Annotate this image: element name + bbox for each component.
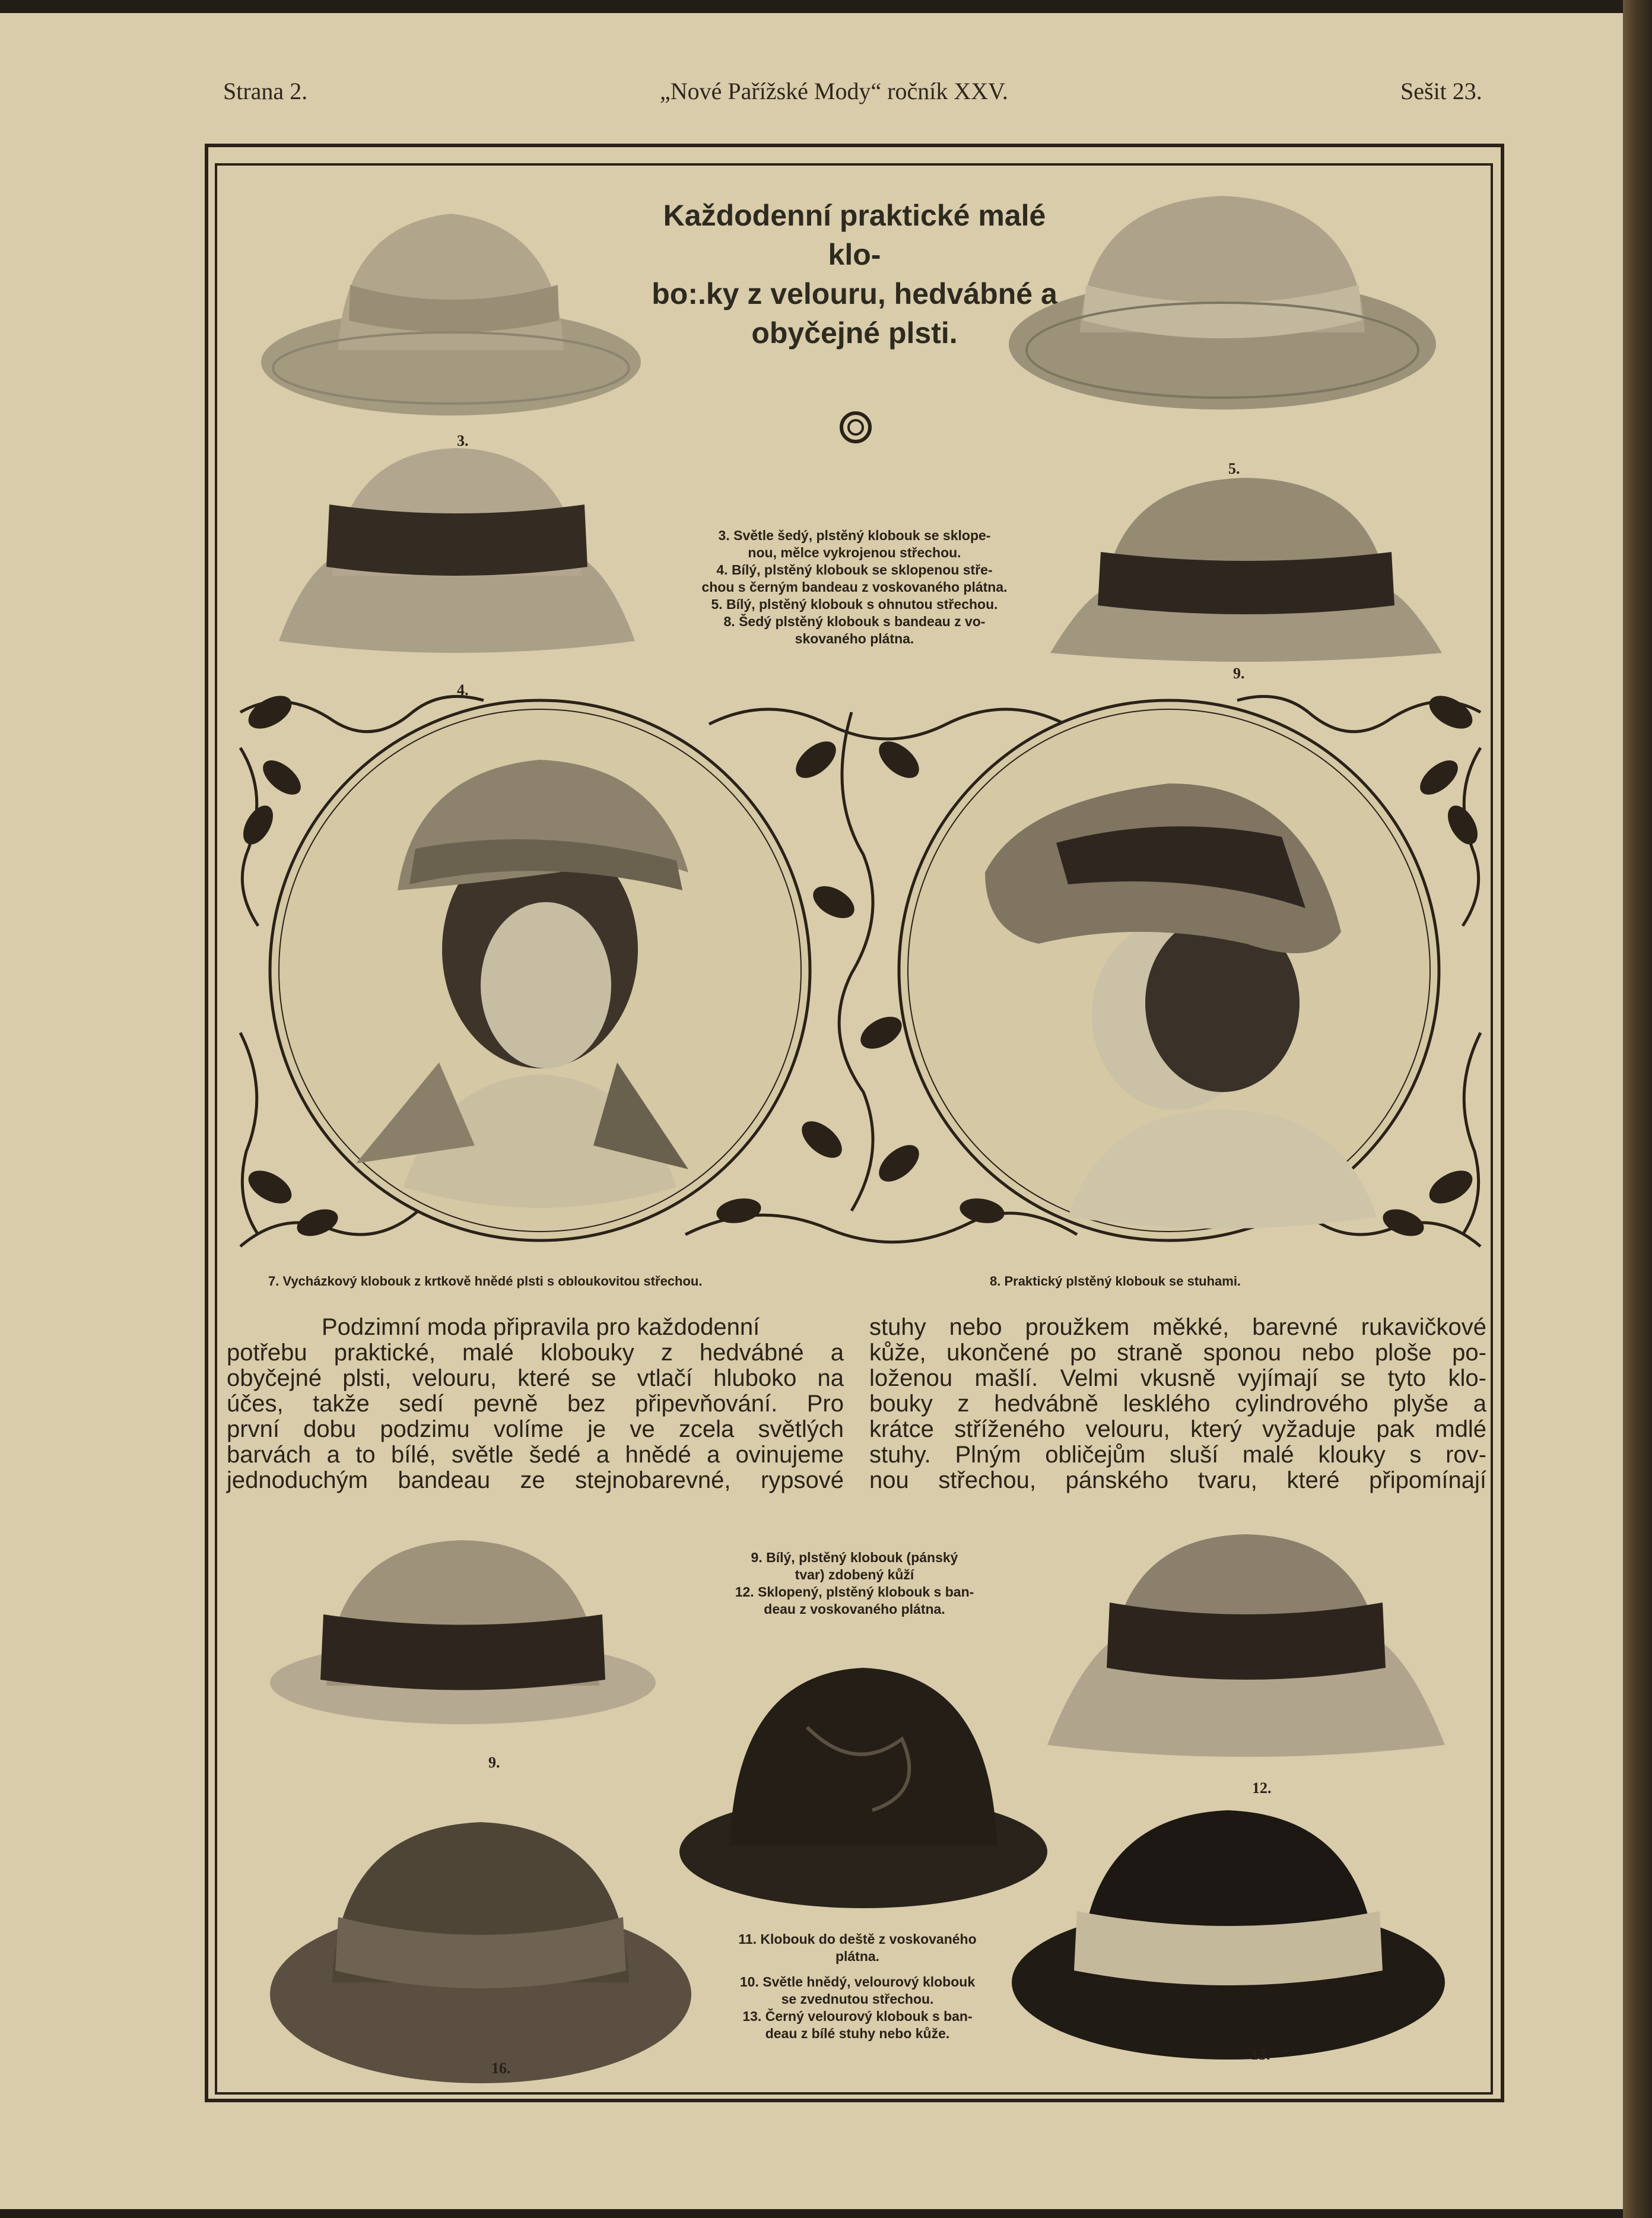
caption-line: tvar) zdobený kůží — [795, 1567, 914, 1582]
figure-number: 13. — [1251, 2046, 1270, 2063]
portrait-caption-left: 7. Vycházkový klobouk z krtkově hnědé plsti s obloukovitou střechou. — [268, 1274, 703, 1289]
body-line: barvách a to bílé, světle šedé a hnědé a ovinujeme — [227, 1442, 844, 1468]
caption-line: 12. Sklopený, plstěný klobouk s ban- — [735, 1584, 974, 1600]
issue-number: Sešit 23. — [1400, 78, 1482, 104]
caption-line: nou, mělce vykrojenou střechou. — [748, 545, 961, 560]
figure-number: 12. — [1252, 1779, 1272, 1797]
body-line: bouky z hedvábně lesklého cylindrového plyše a — [869, 1391, 1486, 1417]
caption-line: 13. Černý velourový klobouk s ban- — [742, 2008, 973, 2024]
captions-mid — [688, 1549, 1021, 1618]
hat-photo-10 — [267, 1804, 694, 2089]
body-line: stuhy. Plným obličejům sluší malé klouky s rov- — [869, 1442, 1486, 1468]
body-line: účes, takže sedí pevně bez připevňování. Pro — [227, 1391, 844, 1417]
body-line: loženou mašlí. Velmi vkusně vyjímají se tyto klo- — [869, 1365, 1486, 1391]
hat-photo-13 — [1009, 1804, 1448, 2065]
page-number: Strana 2. — [223, 78, 308, 104]
body-line: nou střechou, pánského tvaru, které připomínají — [869, 1467, 1486, 1493]
caption-line: 3. Světle šedý, plstěný klobouk se sklope- — [718, 528, 991, 543]
caption-line: se zvednutou střechou. — [781, 1991, 934, 2007]
caption-line: deau z bílé stuhy nebo kůže. — [765, 2026, 950, 2041]
hat-photo-4 — [267, 439, 647, 659]
figure-number: 5. — [1228, 460, 1240, 477]
caption-line: 8. Šedý plstěný klobouk s bandeau z vo- — [723, 614, 986, 629]
hat-photo-5 — [1003, 184, 1442, 427]
portrait-caption-right: 8. Praktický plstěný klobouk se stuhami. — [990, 1274, 1241, 1289]
body-line: potřebu praktické, malé klobouky z hedvábné a — [227, 1340, 844, 1366]
captions-bottom — [703, 1931, 1012, 2042]
caption-line: 9. Bílý, plstěný klobouk (pánský — [751, 1550, 958, 1565]
caption-line: 4. Bílý, plstěný klobouk se sklopenou stře- — [716, 562, 993, 577]
hat-photo-3 — [255, 190, 641, 427]
hat-photo-9 — [267, 1531, 659, 1733]
captions-top — [671, 527, 1038, 648]
figure-number: 3. — [457, 432, 469, 449]
caption-line: chou s černým bandeau z voskovaného plátna. — [701, 579, 1008, 595]
body-text-left — [227, 1315, 844, 1493]
title-line: Každodenní praktické malé klo- — [663, 199, 1046, 271]
caption-line: 5. Bílý, plstěný klobouk s ohnutou střechou. — [711, 596, 998, 612]
body-line: kůže, ukončené po straně sponou nebo ploše po- — [869, 1340, 1486, 1366]
figure-number: 4. — [457, 681, 469, 699]
caption-line: 11. Klobouk do deště z voskovaného — [738, 1931, 977, 1947]
body-text-right — [869, 1315, 1486, 1493]
portrait-7 — [261, 694, 819, 1246]
hat-photo-12 — [1044, 1525, 1448, 1775]
title-line: obyčejné plsti. — [751, 316, 958, 350]
book-spine — [1623, 0, 1652, 2218]
hat-photo-11 — [676, 1656, 1050, 1911]
figure-number: 9. — [488, 1754, 500, 1771]
title-line: bo:.ky z velouru, hedvábné a — [652, 277, 1057, 310]
caption-line: plátna. — [835, 1949, 880, 1964]
portrait-8 — [890, 694, 1448, 1246]
running-title: „Nové Pařížské Mody“ ročník XXV. — [660, 78, 1008, 104]
caption-line: 10. Světle hnědý, velourový klobouk — [739, 1974, 976, 1989]
figure-number: 16. — [491, 2060, 511, 2077]
body-line: Podzimní moda připravila pro každodenní — [322, 1314, 760, 1340]
body-line: obyčejné plsti, velouru, které se vtlačí hluboko na — [227, 1365, 844, 1391]
body-line: krátce stříženého velouru, který vyžaduje pak mdlé — [869, 1416, 1486, 1442]
hat-photo-8 — [1044, 469, 1448, 665]
body-line: první dobu podzimu volíme je ve zcela světlých — [227, 1416, 844, 1442]
body-line: stuhy nebo proužkem měkké, barevné rukavičkové — [869, 1314, 1486, 1340]
caption-line: skovaného plátna. — [795, 631, 914, 646]
caption-line: deau z voskovaného plátna. — [764, 1601, 945, 1617]
figure-number: 9. — [1233, 665, 1245, 682]
circle-ornament-icon — [838, 410, 873, 445]
body-line: jednoduchým bandeau ze stejnobarevné, rypsové — [227, 1467, 844, 1493]
